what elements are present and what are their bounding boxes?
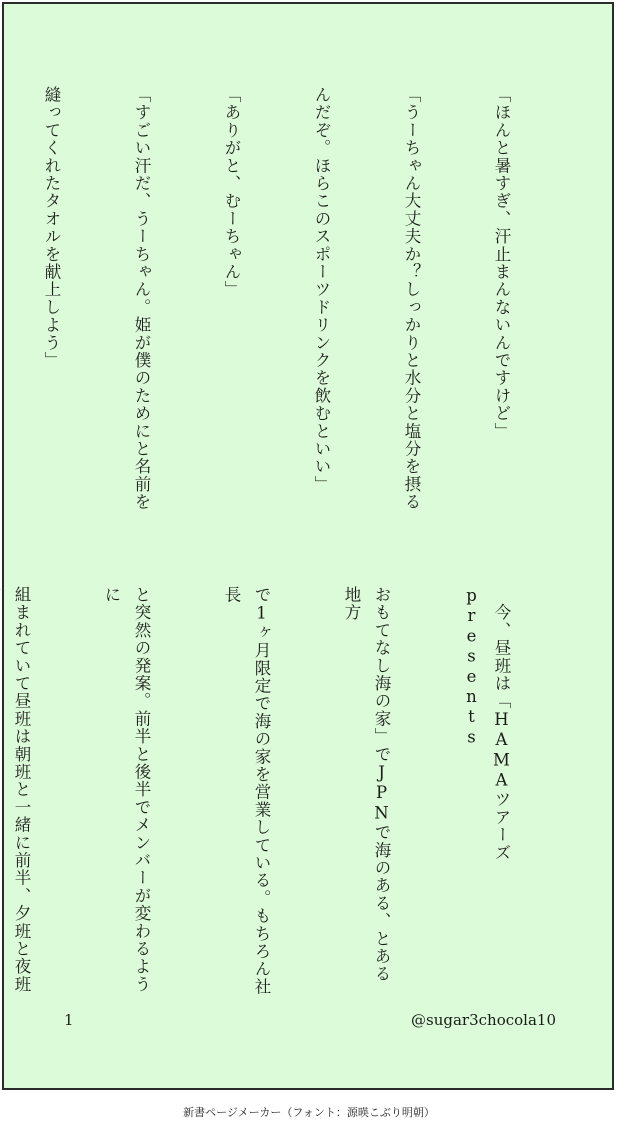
text-line: んだぞ。ほらこのスポーツドリンクを飲むといい」 (312, 86, 331, 494)
author-handle: @sugar3chocola10 (411, 1011, 556, 1029)
generator-credit: 新書ページメーカー（フォント：源暎こぶり明朝） (183, 1106, 435, 1119)
manuscript-page (2, 2, 614, 1090)
text-line: 「うーちゃん大丈夫か？しっかりと水分と塩分を摂る (402, 86, 421, 511)
text-line: で1ヶ月限定で海の家を営業している。もちろん社長 (222, 586, 271, 996)
text-line: おもてなし海の家」でJPNで海のある、とある地方 (342, 586, 391, 983)
text-line: 「すごい汗だ、うーちゃん。姫が僕のためにと名前を (132, 86, 151, 511)
bottom-text-block (0, 586, 576, 996)
text-line: 組まれていて昼班は朝班と一緒に前半、夕班と夜班 (12, 586, 31, 994)
text-line: 「ほんと暑すぎ、汗止まんないんですけど」 (492, 86, 511, 440)
text-line: と突然の発案。前半と後半でメンバーが変わるように (102, 586, 151, 994)
page-number: 1 (64, 1011, 74, 1029)
text-line: 縫ってくれたタオルを献上しよう」 (42, 86, 61, 370)
text-line: 今、昼班は「HAMAツアーズpresents (462, 586, 511, 862)
text-line: 「ありがと、むーちゃん」 (222, 86, 241, 299)
top-text-block (0, 86, 576, 526)
